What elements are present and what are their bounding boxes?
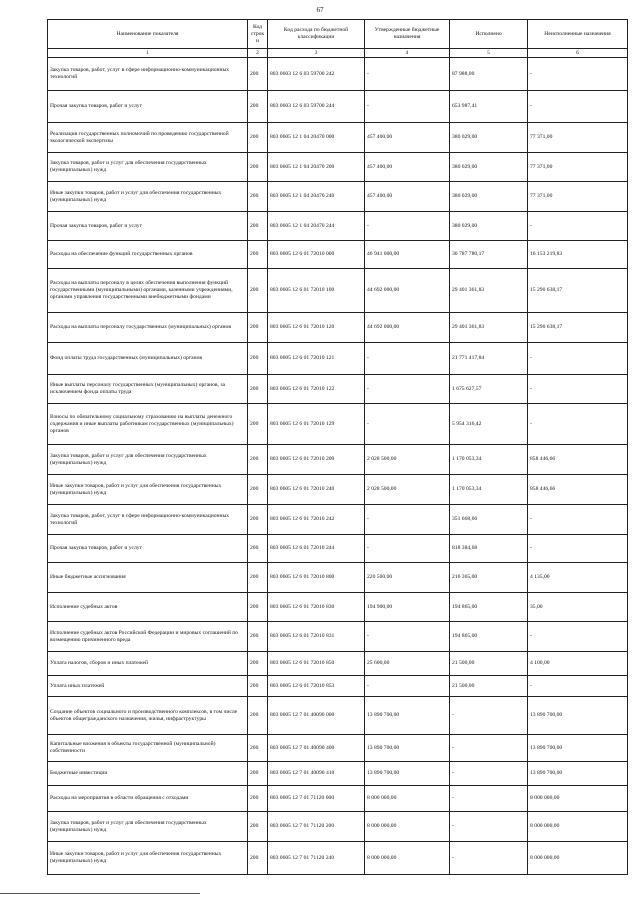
table-row: [48, 313, 628, 343]
budget-execution-table: [47, 19, 628, 875]
row-line-code-cell: 200: [248, 593, 268, 622]
row-line-code-cell: 200: [248, 652, 268, 676]
row-budget-code-cell: 803 0605 12 6 01 72010 122: [268, 375, 365, 404]
column-number: 6: [528, 49, 628, 58]
table-row: [48, 652, 628, 676]
row-line-code-cell: 200: [248, 445, 268, 475]
row-executed-cell: 380 029,00: [450, 182, 528, 212]
row-unexecuted-cell: 15 290 638,17: [528, 269, 628, 313]
row-executed-cell: -: [450, 762, 528, 786]
row-executed-cell: 380 029,00: [450, 212, 528, 241]
row-approved-cell: 44 692 000,00: [365, 313, 450, 343]
row-name-cell: Уплата иных платежей: [48, 676, 248, 697]
row-unexecuted-cell: 35,00: [528, 593, 628, 622]
column-number: 2: [248, 49, 268, 58]
row-line-code-cell: 200: [248, 697, 268, 735]
column-number: 3: [268, 49, 365, 58]
row-unexecuted-cell: 4 100,00: [528, 652, 628, 676]
table-row: [48, 241, 628, 269]
row-budget-code-cell: 803 0605 12 6 01 72010 120: [268, 313, 365, 343]
row-approved-cell: 457 400,00: [365, 182, 450, 212]
row-executed-cell: 21 500,00: [450, 676, 528, 697]
header-cell-executed: Исполнено: [450, 20, 528, 49]
row-unexecuted-cell: -: [528, 343, 628, 375]
row-line-code-cell: 200: [248, 58, 268, 91]
row-name-cell: Иные закупки товаров, работ и услуг для обеспечения государственных (муниципальных) нужд: [48, 842, 248, 875]
row-unexecuted-cell: -: [528, 535, 628, 563]
row-executed-cell: 194 865,00: [450, 593, 528, 622]
row-approved-cell: 44 692 000,00: [365, 269, 450, 313]
row-unexecuted-cell: -: [528, 375, 628, 404]
row-executed-cell: 1 170 053,34: [450, 475, 528, 505]
table-row: [48, 786, 628, 812]
row-line-code-cell: 200: [248, 91, 268, 123]
row-line-code-cell: 200: [248, 269, 268, 313]
row-budget-code-cell: 803 0605 12 6 01 72010 244: [268, 535, 365, 563]
table-row: [48, 622, 628, 652]
row-name-cell: Иные выплаты персоналу государственных (муниципальных) органов, за исключением фонда оплаты труда: [48, 375, 248, 404]
row-unexecuted-cell: 77 371,00: [528, 153, 628, 182]
row-unexecuted-cell: 13 890 700,00: [528, 762, 628, 786]
row-approved-cell: 457 400,00: [365, 153, 450, 182]
row-budget-code-cell: 803 0605 12 6 01 72010 850: [268, 652, 365, 676]
row-unexecuted-cell: -: [528, 404, 628, 445]
table-row: [48, 505, 628, 535]
row-unexecuted-cell: -: [528, 676, 628, 697]
row-approved-cell: 13 890 700,00: [365, 735, 450, 762]
row-executed-cell: 21 500,00: [450, 652, 528, 676]
row-budget-code-cell: 803 0605 12 6 01 72010 242: [268, 505, 365, 535]
table-row: [48, 812, 628, 842]
table-row: [48, 735, 628, 762]
row-executed-cell: 5 954 316,42: [450, 404, 528, 445]
row-approved-cell: -: [365, 535, 450, 563]
table-row: [48, 404, 628, 445]
row-name-cell: Иные бюджетные ассигнования: [48, 563, 248, 593]
row-name-cell: Прочая закупка товаров, работ и услуг: [48, 212, 248, 241]
table-row: [48, 182, 628, 212]
table-row: [48, 343, 628, 375]
row-budget-code-cell: 803 0605 12 1 04 20470 244: [268, 212, 365, 241]
column-number: 5: [450, 49, 528, 58]
row-unexecuted-cell: 8 000 000,00: [528, 812, 628, 842]
row-budget-code-cell: 803 0603 12 6 03 59700 242: [268, 58, 365, 91]
row-unexecuted-cell: 16 153 219,83: [528, 241, 628, 269]
row-name-cell: Взносы по обязательному социальному страхованию на выплаты денежного содержания и иные выплаты работникам государственных (муниципальных) органов: [48, 404, 248, 445]
header-row: [48, 20, 628, 49]
table-row: [48, 697, 628, 735]
row-line-code-cell: 200: [248, 404, 268, 445]
row-executed-cell: -: [450, 697, 528, 735]
row-executed-cell: 380 029,00: [450, 123, 528, 153]
row-approved-cell: -: [365, 676, 450, 697]
row-unexecuted-cell: -: [528, 58, 628, 91]
row-name-cell: Уплата налогов, сборов и иных платежей: [48, 652, 248, 676]
row-unexecuted-cell: 4 135,00: [528, 563, 628, 593]
row-budget-code-cell: 803 0605 12 6 01 72010 100: [268, 269, 365, 313]
row-name-cell: Расходы на обеспечение функций государственных органов: [48, 241, 248, 269]
row-name-cell: Расходы на мероприятия в области обращения с отходами: [48, 786, 248, 812]
row-executed-cell: 1 675 627,57: [450, 375, 528, 404]
row-name-cell: Фонд оплаты труда государственных (муниципальных) органов: [48, 343, 248, 375]
row-budget-code-cell: 803 0605 12 6 01 72010 121: [268, 343, 365, 375]
row-unexecuted-cell: -: [528, 622, 628, 652]
row-approved-cell: 8 000 000,00: [365, 842, 450, 875]
row-line-code-cell: 200: [248, 563, 268, 593]
row-approved-cell: 2 028 500,00: [365, 445, 450, 475]
row-line-code-cell: 200: [248, 812, 268, 842]
table-row: [48, 842, 628, 875]
row-line-code-cell: 200: [248, 212, 268, 241]
row-budget-code-cell: 803 0605 12 6 01 72010 000: [268, 241, 365, 269]
table-row: [48, 475, 628, 505]
row-unexecuted-cell: -: [528, 91, 628, 123]
table-row: [48, 445, 628, 475]
header-cell-line: Код строки: [248, 20, 268, 49]
row-budget-code-cell: 803 0605 12 6 01 72010 853: [268, 676, 365, 697]
row-name-cell: Исполнение судебных актов Российской Федерации и мировых соглашений по возмещению причиненного вреда: [48, 622, 248, 652]
row-line-code-cell: 200: [248, 343, 268, 375]
row-unexecuted-cell: 77 371,00: [528, 123, 628, 153]
row-approved-cell: 13 890 700,00: [365, 762, 450, 786]
row-name-cell: Закупка товаров, работ и услуг для обеспечения государственных (муниципальных) нужд: [48, 445, 248, 475]
row-line-code-cell: 200: [248, 123, 268, 153]
row-budget-code-cell: 803 0605 12 6 01 72010 831: [268, 622, 365, 652]
row-budget-code-cell: 803 0605 12 7 01 40090 400: [268, 735, 365, 762]
row-line-code-cell: 200: [248, 535, 268, 563]
row-approved-cell: -: [365, 505, 450, 535]
row-budget-code-cell: 803 0605 12 7 01 71120 240: [268, 842, 365, 875]
row-executed-cell: 380 029,00: [450, 153, 528, 182]
row-budget-code-cell: 803 0605 12 1 04 20470 200: [268, 153, 365, 182]
row-approved-cell: 220 500,00: [365, 563, 450, 593]
row-approved-cell: 13 890 700,00: [365, 697, 450, 735]
row-line-code-cell: 200: [248, 153, 268, 182]
row-unexecuted-cell: 13 890 700,00: [528, 697, 628, 735]
row-executed-cell: -: [450, 842, 528, 875]
row-unexecuted-cell: 8 000 000,00: [528, 786, 628, 812]
table-row: [48, 563, 628, 593]
row-executed-cell: 1 170 053,34: [450, 445, 528, 475]
row-approved-cell: -: [365, 343, 450, 375]
row-name-cell: Закупка товаров, работ, услуг в сфере информационно-коммуникационных технологий: [48, 58, 248, 91]
row-executed-cell: 194 865,00: [450, 622, 528, 652]
row-unexecuted-cell: 8 000 000,00: [528, 842, 628, 875]
row-approved-cell: -: [365, 375, 450, 404]
row-budget-code-cell: 803 0605 12 7 01 71120 000: [268, 786, 365, 812]
row-budget-code-cell: 803 0605 12 7 01 40090 410: [268, 762, 365, 786]
row-line-code-cell: 200: [248, 842, 268, 875]
column-number-row: [48, 49, 628, 58]
row-line-code-cell: 200: [248, 375, 268, 404]
row-budget-code-cell: 803 0605 12 1 04 20470 000: [268, 123, 365, 153]
page-number: 67: [316, 6, 324, 14]
row-name-cell: Реализация государственных полномочий по проведению государственной экологической экспертизы: [48, 123, 248, 153]
column-number: 1: [48, 49, 248, 58]
row-approved-cell: 25 600,00: [365, 652, 450, 676]
header-cell-code: Код расхода по бюджетной классификации: [268, 20, 365, 49]
row-name-cell: Прочая закупка товаров, работ и услуг: [48, 535, 248, 563]
row-approved-cell: 8 000 000,00: [365, 812, 450, 842]
table-row: [48, 58, 628, 91]
row-name-cell: Закупка товаров, работ и услуг для обеспечения государственных (муниципальных) нужд: [48, 153, 248, 182]
row-name-cell: Создание объектов социального и производственного комплексов, в том числе объектов общегражданского назначения, жилья, инфраструктуры: [48, 697, 248, 735]
row-line-code-cell: 200: [248, 786, 268, 812]
row-executed-cell: 21 771 417,84: [450, 343, 528, 375]
row-approved-cell: -: [365, 212, 450, 241]
row-line-code-cell: 200: [248, 762, 268, 786]
row-budget-code-cell: 803 0605 12 7 01 71120 200: [268, 812, 365, 842]
table-row: [48, 676, 628, 697]
row-approved-cell: 8 000 000,00: [365, 786, 450, 812]
row-budget-code-cell: 803 0605 12 6 01 72010 240: [268, 475, 365, 505]
row-executed-cell: -: [450, 812, 528, 842]
row-executed-cell: 653 987,41: [450, 91, 528, 123]
row-unexecuted-cell: 13 890 700,00: [528, 735, 628, 762]
table-row: [48, 593, 628, 622]
table-row: [48, 153, 628, 182]
table-row: [48, 762, 628, 786]
column-number: 4: [365, 49, 450, 58]
row-budget-code-cell: 803 0605 12 6 01 72010 800: [268, 563, 365, 593]
row-name-cell: Иные закупки товаров, работ и услуг для обеспечения государственных (муниципальных) нужд: [48, 182, 248, 212]
row-line-code-cell: 200: [248, 735, 268, 762]
table-row: [48, 123, 628, 153]
row-name-cell: Иные закупки товаров, работ и услуг для обеспечения государственных (муниципальных) нужд: [48, 475, 248, 505]
table-row: [48, 91, 628, 123]
row-unexecuted-cell: 15 290 638,17: [528, 313, 628, 343]
row-name-cell: Капитальные вложения в объекты государственной (муниципальной) собственности: [48, 735, 248, 762]
header-cell-approved: Утвержденные бюджетные назначения: [365, 20, 450, 49]
row-budget-code-cell: 803 0605 12 7 01 40090 000: [268, 697, 365, 735]
row-line-code-cell: 200: [248, 676, 268, 697]
row-unexecuted-cell: 858 446,66: [528, 445, 628, 475]
row-unexecuted-cell: -: [528, 505, 628, 535]
row-unexecuted-cell: 858 446,66: [528, 475, 628, 505]
row-budget-code-cell: 803 0605 12 6 01 72010 200: [268, 445, 365, 475]
row-line-code-cell: 200: [248, 182, 268, 212]
row-name-cell: Закупка товаров, работ, услуг в сфере информационно-коммуникационных технологий: [48, 505, 248, 535]
row-executed-cell: 216 365,00: [450, 563, 528, 593]
row-line-code-cell: 200: [248, 241, 268, 269]
table-body: [48, 58, 628, 875]
row-approved-cell: 2 028 500,00: [365, 475, 450, 505]
row-budget-code-cell: 803 0605 12 6 01 72010 830: [268, 593, 365, 622]
row-executed-cell: 351 668,66: [450, 505, 528, 535]
footer-divider: [0, 893, 200, 894]
row-unexecuted-cell: -: [528, 212, 628, 241]
row-approved-cell: 457 400,00: [365, 123, 450, 153]
row-line-code-cell: 200: [248, 505, 268, 535]
row-line-code-cell: 200: [248, 313, 268, 343]
row-approved-cell: -: [365, 404, 450, 445]
row-name-cell: Исполнение судебных актов: [48, 593, 248, 622]
table-row: [48, 535, 628, 563]
row-name-cell: Бюджетные инвестиции: [48, 762, 248, 786]
row-executed-cell: -: [450, 735, 528, 762]
row-executed-cell: 29 401 361,83: [450, 313, 528, 343]
row-approved-cell: -: [365, 91, 450, 123]
row-name-cell: Расходы на выплаты персоналу государственных (муниципальных) органов: [48, 313, 248, 343]
row-budget-code-cell: 803 0603 12 6 03 59700 244: [268, 91, 365, 123]
row-executed-cell: 818 384,68: [450, 535, 528, 563]
row-budget-code-cell: 803 0605 12 6 01 72010 129: [268, 404, 365, 445]
row-unexecuted-cell: 77 371,00: [528, 182, 628, 212]
row-name-cell: Прочая закупка товаров, работ и услуг: [48, 91, 248, 123]
table-row: [48, 375, 628, 404]
row-executed-cell: -: [450, 786, 528, 812]
row-approved-cell: -: [365, 58, 450, 91]
row-approved-cell: -: [365, 622, 450, 652]
header-cell-name: Наименование показателя: [48, 20, 248, 49]
row-approved-cell: 46 941 000,00: [365, 241, 450, 269]
row-approved-cell: 194 900,00: [365, 593, 450, 622]
table-row: [48, 212, 628, 241]
row-budget-code-cell: 803 0605 12 1 04 20470 240: [268, 182, 365, 212]
row-executed-cell: 29 401 361,83: [450, 269, 528, 313]
header-cell-unexecuted: Неисполненные назначения: [528, 20, 628, 49]
table-row: [48, 269, 628, 313]
row-name-cell: Расходы на выплаты персоналу в целях обеспечения выполнения функций государственными (муниципальными) органами, казенными учреждениями, органами управления государственными внебюджетными фондами: [48, 269, 248, 313]
row-executed-cell: 87 988,00: [450, 58, 528, 91]
row-name-cell: Закупка товаров, работ и услуг для обеспечения государственных (муниципальных) нужд: [48, 812, 248, 842]
row-executed-cell: 30 787 780,17: [450, 241, 528, 269]
row-line-code-cell: 200: [248, 622, 268, 652]
row-line-code-cell: 200: [248, 475, 268, 505]
